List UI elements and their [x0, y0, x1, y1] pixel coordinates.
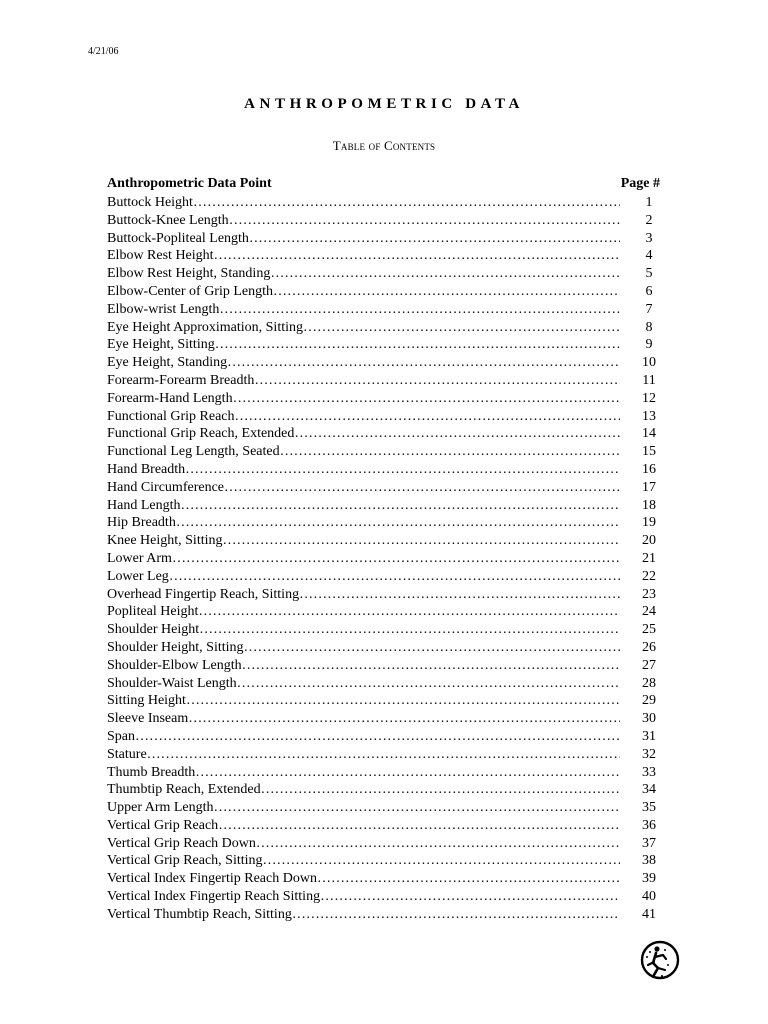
toc-entry: [107, 425, 660, 443]
document-title: ANTHROPOMETRIC DATA: [244, 96, 524, 112]
toc-entry: [107, 675, 660, 693]
toc-entry-page: 3: [645, 230, 653, 246]
toc-dot-leader: [317, 870, 620, 888]
toc-entry-page: 10: [642, 355, 656, 371]
column-header-data-point: Anthropometric Data Point: [107, 176, 272, 191]
toc-dot-leader: [186, 692, 620, 710]
toc-dot-leader: [294, 425, 620, 443]
toc-entry: [107, 301, 660, 319]
toc-entry-label: Hip Breadth: [107, 515, 176, 531]
toc-dot-leader: [261, 781, 620, 799]
toc-heading: Table of Contents: [332, 138, 436, 153]
toc-entry-label: Upper Arm Length: [107, 800, 214, 816]
toc-entry-page: 11: [642, 372, 656, 388]
toc-entry-label: Vertical Index Fingertip Reach Sitting: [107, 889, 321, 905]
toc-entry: [107, 781, 660, 799]
toc-entry-label: Buttock-Knee Length: [107, 212, 229, 228]
toc-dot-leader: [235, 408, 620, 426]
toc-entry-label: Vertical Thumbtip Reach, Sitting: [107, 906, 292, 922]
toc-dot-leader: [218, 817, 620, 835]
toc-entry-label: Overhead Fingertip Reach, Sitting: [107, 586, 300, 602]
toc-dot-leader: [227, 354, 620, 372]
toc-entry-page: 6: [645, 283, 653, 299]
toc-entry: [107, 568, 660, 586]
page-date: 4/21/06: [88, 46, 119, 57]
toc-entry: [107, 408, 660, 426]
toc-entry: [107, 336, 660, 354]
toc-entry: [107, 692, 660, 710]
toc-entry: [107, 764, 660, 782]
toc-entry-label: Thumb Breadth: [107, 764, 196, 780]
toc-dot-leader: [215, 336, 620, 354]
toc-entry: [107, 728, 660, 746]
toc-entry-page: 30: [642, 711, 656, 727]
toc-entry: [107, 852, 660, 870]
toc-entry: [107, 514, 660, 532]
toc-entry: [107, 657, 660, 675]
toc-dot-leader: [280, 443, 620, 461]
toc-column-headers: [107, 176, 660, 194]
toc-entry-label: Span: [107, 728, 135, 744]
toc-dot-leader: [270, 265, 620, 283]
toc-entry: [107, 230, 660, 248]
toc-entry-page: 36: [642, 817, 656, 833]
toc-entry-page: 32: [642, 746, 656, 762]
column-header-page: Page #: [620, 176, 660, 191]
toc-entry-page: 18: [642, 497, 656, 513]
toc-dot-leader: [256, 835, 620, 853]
toc-entry-label: Vertical Grip Reach Down: [107, 835, 256, 851]
toc-entry-label: Buttock-Popliteal Length: [107, 230, 249, 246]
toc-entry: [107, 888, 660, 906]
toc-dot-leader: [242, 657, 620, 675]
toc-entry-page: 7: [645, 301, 653, 317]
toc-dot-leader: [249, 230, 620, 248]
toc-entry: [107, 621, 660, 639]
toc-entry-label: Buttock Height: [107, 195, 193, 210]
toc-entry-page: 24: [642, 604, 656, 620]
toc-entry-label: Functional Grip Reach, Extended: [107, 426, 295, 442]
toc-entry-page: 1: [645, 195, 653, 210]
toc-entry-label: Elbow Rest Height, Standing: [107, 266, 271, 282]
toc-entry-label: Vertical Grip Reach, Sitting: [107, 853, 263, 869]
toc-entry: [107, 194, 660, 212]
toc-entry-page: 2: [645, 212, 653, 228]
toc-entry-page: 5: [645, 266, 653, 282]
toc-entry-label: Eye Height, Sitting: [107, 337, 215, 353]
toc-dot-leader: [219, 301, 620, 319]
toc-entry-page: 12: [642, 390, 656, 406]
toc-entry: [107, 319, 660, 337]
toc-entry-label: Hand Length: [107, 497, 181, 513]
toc-entry-page: 17: [642, 479, 656, 495]
toc-entry-page: 40: [642, 889, 656, 905]
toc-dot-leader: [193, 194, 620, 212]
toc-entry-page: 37: [642, 835, 656, 851]
toc-entry-page: 35: [642, 800, 656, 816]
toc-entry: [107, 817, 660, 835]
toc-entry-page: 38: [642, 853, 656, 869]
toc-entry: [107, 835, 660, 853]
toc-dot-leader: [224, 479, 620, 497]
toc-entry-label: Elbow-Center of Grip Length: [107, 283, 274, 299]
toc-entry-page: 39: [642, 871, 656, 887]
toc-entry: [107, 390, 660, 408]
toc-entry-label: Elbow-wrist Length: [107, 301, 220, 317]
toc-entry-label: Shoulder-Waist Length: [107, 675, 237, 691]
toc-dot-leader: [195, 764, 620, 782]
toc-dot-leader: [214, 799, 620, 817]
toc-entry-label: Eye Height Approximation, Sitting: [107, 319, 303, 335]
toc-entry-label: Vertical Grip Reach: [107, 817, 219, 833]
toc-entry: [107, 479, 660, 497]
toc-dot-leader: [273, 283, 620, 301]
toc-entry: [107, 906, 660, 924]
toc-entry: [107, 550, 660, 568]
toc-entry-page: 15: [642, 444, 656, 460]
toc-entry: [107, 212, 660, 230]
toc-entry-page: 21: [642, 550, 656, 566]
toc-entry-label: Forearm-Hand Length: [107, 390, 233, 406]
toc-dot-leader: [188, 710, 620, 728]
toc-entry-page: 28: [642, 675, 656, 691]
toc-dot-leader: [303, 319, 620, 337]
toc-entry: [107, 639, 660, 657]
toc-entry-page: 27: [642, 657, 656, 673]
toc-entry: [107, 603, 660, 621]
toc-entry-label: Sleeve Inseam: [107, 711, 189, 727]
toc-dot-leader: [198, 603, 620, 621]
toc-dot-leader: [233, 390, 620, 408]
toc-entry-page: 16: [642, 461, 656, 477]
toc-entry-label: Vertical Index Fingertip Reach Down: [107, 871, 317, 887]
toc-entry-page: 8: [645, 319, 653, 335]
toc-entry: [107, 461, 660, 479]
runner-logo-icon: [638, 938, 682, 982]
toc-entry: [107, 265, 660, 283]
toc-dot-leader: [320, 888, 620, 906]
toc-entry-label: Sitting Height: [107, 693, 186, 709]
toc-entry-label: Hand Circumference: [107, 479, 224, 495]
toc-dot-leader: [223, 532, 621, 550]
toc-dot-leader: [299, 586, 620, 604]
toc-entry: [107, 586, 660, 604]
toc-entry-page: 14: [642, 426, 656, 442]
toc-entry-page: 29: [642, 693, 656, 709]
toc-entry-label: Elbow Rest Height: [107, 248, 214, 264]
toc-entry-label: Eye Height, Standing: [107, 355, 228, 371]
toc-dot-leader: [172, 550, 620, 568]
toc-entry-label: Popliteal Height: [107, 604, 199, 620]
toc-dot-leader: [254, 372, 620, 390]
toc-entry: [107, 497, 660, 515]
toc-dot-leader: [199, 621, 620, 639]
toc-dot-leader: [292, 906, 620, 924]
toc-entry: [107, 354, 660, 372]
toc-list: [107, 194, 660, 924]
toc-entry: [107, 247, 660, 265]
toc-entry: [107, 746, 660, 764]
toc-dot-leader: [169, 568, 620, 586]
toc-entry: [107, 870, 660, 888]
toc-entry: [107, 283, 660, 301]
toc-entry-page: 20: [642, 533, 656, 549]
toc-entry-page: 26: [642, 639, 656, 655]
toc-entry: [107, 710, 660, 728]
toc-entry-page: 25: [642, 622, 656, 638]
toc-entry-label: Functional Leg Length, Seated: [107, 444, 280, 460]
toc-entry-label: Lower Leg: [107, 568, 169, 584]
toc-entry-page: 4: [645, 248, 653, 264]
toc-entry: [107, 372, 660, 390]
toc-entry-label: Shoulder Height: [107, 622, 200, 638]
toc-entry-page: 9: [645, 337, 653, 353]
toc-dot-leader: [237, 675, 620, 693]
toc-dot-leader: [147, 746, 620, 764]
toc-entry-label: Shoulder Height, Sitting: [107, 639, 244, 655]
toc-entry: [107, 443, 660, 461]
toc-entry-label: Shoulder-Elbow Length: [107, 657, 242, 673]
toc-entry-page: 13: [642, 408, 656, 424]
toc-entry: [107, 532, 660, 550]
toc-entry-page: 41: [642, 906, 656, 922]
toc-entry-label: Functional Grip Reach: [107, 408, 235, 424]
toc-dot-leader: [263, 852, 620, 870]
toc-entry: [107, 799, 660, 817]
toc-entry-page: 34: [642, 782, 656, 798]
toc-entry-label: Stature: [107, 746, 147, 762]
toc-entry-label: Thumbtip Reach, Extended: [107, 782, 261, 798]
toc-dot-leader: [185, 461, 620, 479]
toc-entry-page: 31: [642, 728, 656, 744]
toc-dot-leader: [244, 639, 621, 657]
toc-entry-page: 19: [642, 515, 656, 531]
toc-entry-page: 23: [642, 586, 656, 602]
toc-entry-label: Knee Height, Sitting: [107, 533, 223, 549]
toc-entry-label: Forearm-Forearm Breadth: [107, 372, 255, 388]
toc-dot-leader: [176, 514, 620, 532]
toc-entry-label: Hand Breadth: [107, 461, 186, 477]
toc-entry-page: 22: [642, 568, 656, 584]
toc-entry-label: Lower Arm: [107, 550, 172, 566]
toc-entry-page: 33: [642, 764, 656, 780]
toc-dot-leader: [229, 212, 620, 230]
toc-dot-leader: [135, 728, 620, 746]
toc-dot-leader: [180, 497, 620, 515]
toc-dot-leader: [214, 247, 620, 265]
